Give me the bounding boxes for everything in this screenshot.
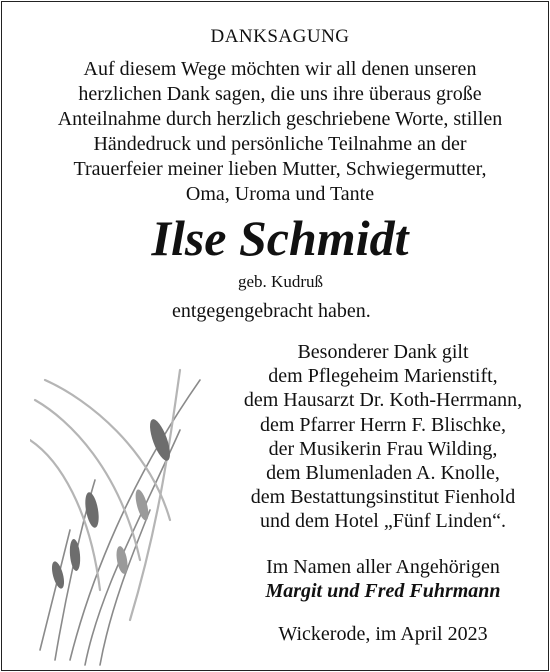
signers: Margit und Fred Fuhrmann (265, 580, 501, 602)
thanks-line: dem Blumenladen A. Knolle, (266, 462, 500, 485)
place-date: Wickerode, im April 2023 (278, 623, 488, 645)
thanks-line: dem Hausarzt Dr. Koth-Herrmann, (243, 389, 523, 412)
closing-line: Im Namen aller Angehörigen (266, 556, 500, 578)
intro-line: Händedruck und persönliche Teilnahme an der (93, 133, 467, 155)
thanks-line: der Musikerin Frau Wilding, (268, 437, 498, 460)
signature-block (205, 555, 550, 603)
intro-paragraph (0, 57, 550, 207)
birth-name: geb. Kudruß (238, 272, 323, 291)
intro-line: Oma, Uroma und Tante (185, 183, 375, 205)
intro-closing-line: entgegengebracht haben. (172, 300, 371, 322)
intro-line: Trauerfeier meiner lieben Mutter, Schwiegermutter, (73, 158, 487, 180)
heading: DANKSAGUNG (210, 26, 350, 47)
intro-line: Auf diesem Wege möchten wir all denen unseren (83, 58, 477, 80)
thanks-line: Besonderer Dank gilt (297, 341, 469, 363)
deceased-name: Ilse Schmidt (151, 210, 409, 266)
thanks-line: dem Pfarrer Herrn F. Blischke, (259, 413, 507, 436)
intro-line: herzlichen Dank sagen, die uns ihre überaus große (78, 83, 482, 105)
thanks-line: dem Bestattungsinstitut Fienhold (250, 486, 516, 509)
thanks-line: dem Pflegeheim Marienstift, (268, 365, 498, 388)
intro-line: Anteilnahme durch herzlich geschriebene Worte, stillen (57, 108, 503, 130)
special-thanks (205, 340, 550, 534)
thanks-line: und dem Hotel „Fünf Linden“. (259, 510, 507, 533)
wheat-ears-icon (30, 360, 230, 670)
